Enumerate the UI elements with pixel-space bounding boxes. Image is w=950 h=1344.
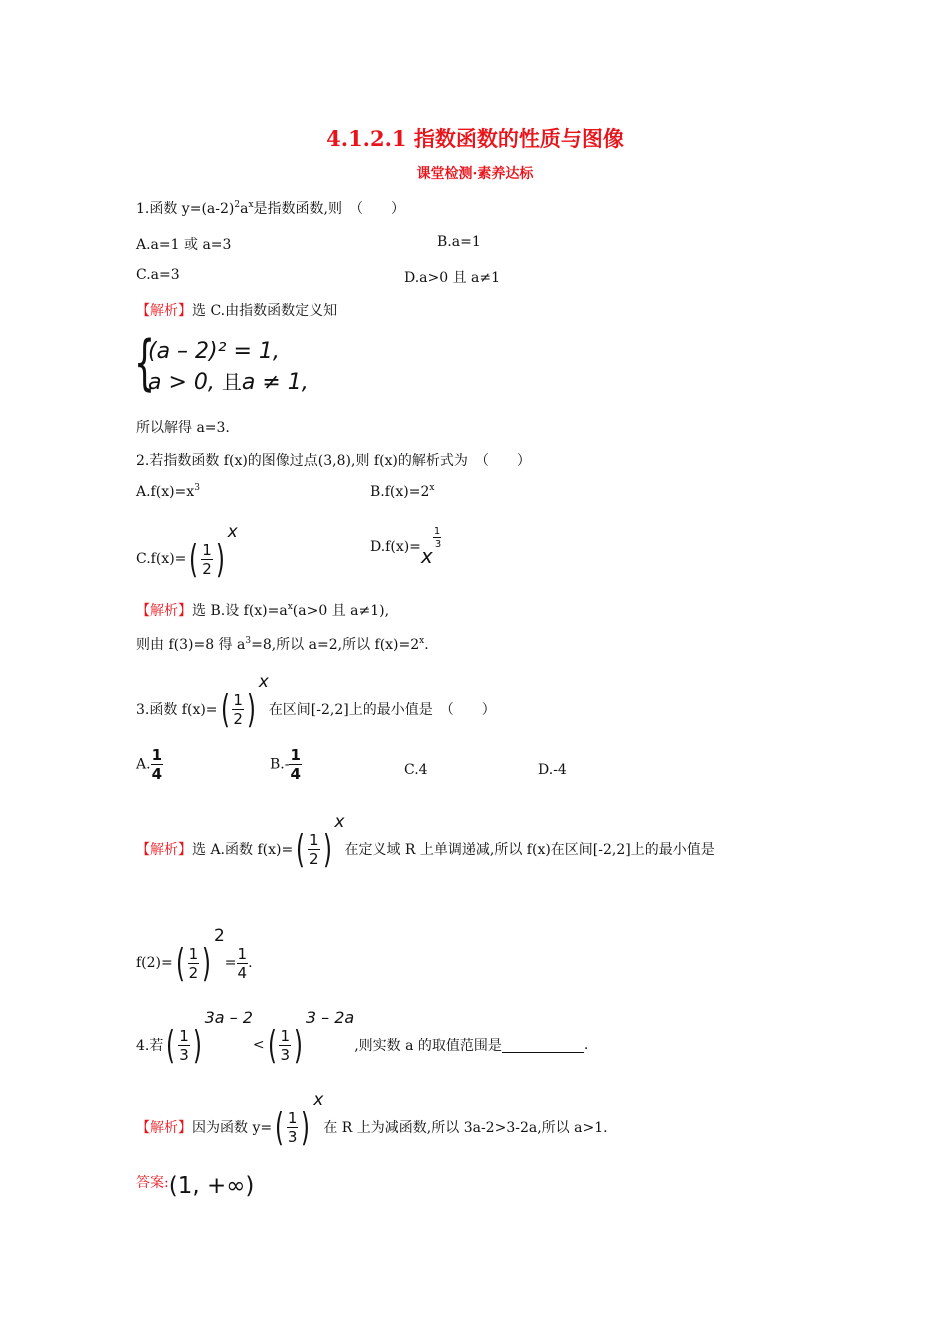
q4-explanation: 【解析】因为函数 y=( $\frac{1}{3}$ )x在 R 上为减函数,所以 3a-2>3-2a,所以 a>1. (136, 1090, 608, 1149)
q4-answer (136, 1172, 254, 1199)
fraction-one-quarter: $\frac{1}{4}$ (151, 746, 162, 783)
q1-option-c: C.a=3 (136, 267, 180, 283)
q3-option-d: D.-4 (538, 762, 567, 778)
answer-blank (502, 1038, 584, 1053)
system-line-2: a > 0, 且a ≠ 1, (148, 370, 309, 395)
q2-option-c: C.f(x)=( $\frac{1}{2}$ )x (136, 522, 238, 581)
question-4-stem: 4.若( $\frac{1}{3}$ )3a – 2<( $\frac{1}{3}$ )3 – 2a,则实数 a 的取值范围是 . (136, 1008, 589, 1067)
q3-option-b: B.- $\frac{1}{4}$ (270, 746, 301, 783)
q1-conclusion: 所以解得 a=3. (136, 420, 230, 436)
q2-explanation-1: 【解析】选 B.设 $f(x)=a^x(a>0$ 且 a≠1), (136, 602, 390, 619)
q1-option-b: B.a=1 (437, 234, 481, 250)
q3-option-a: A. $\frac{1}{4}$ (136, 746, 162, 783)
question-1-stem: 1.函数 $y=(a-2)^2a^x$是指数函数,则 （ ） (136, 200, 405, 217)
q2-option-a: $A.f(x)=x^3$ (136, 483, 200, 500)
system-brace: { (134, 328, 156, 398)
question-2-stem: 2.若指数函数 f(x)的图像过点(3,8),则 f(x)的解析式为 （ ） (136, 453, 531, 469)
answer-label: 答案: (136, 1175, 169, 1191)
answer-value: (1, +∞) (168, 1173, 255, 1199)
q2-option-b: $B.f(x)=2^x$ (370, 483, 435, 500)
q2-option-d: D.f(x)= 1 3 x (370, 526, 445, 568)
analysis-tag: 【解析】 (136, 303, 192, 319)
page-subtitle: 课堂检测·素养达标 (416, 166, 534, 182)
q2-explanation-2: 则由 f(3)=8 得 $a^3=8$,所以 a=2,所以 $f(x)=2^x$. (136, 636, 429, 653)
q1-option-a: A.a=1 或 a=3 (136, 237, 232, 253)
x-to-one-third: 1 3 x (420, 526, 442, 568)
fraction-one-half: $\frac{1}{2}$ (202, 540, 212, 578)
q1-explanation: 【解析】选 C.由指数函数定义知 (136, 303, 338, 319)
question-3-stem: 3.函数 f(x)=( $\frac{1}{2}$ )x在区间[-2,2]上的最小值是 （ ） (136, 672, 496, 731)
q1-option-d: D.a>0 且 a≠1 (404, 270, 501, 286)
q3-explanation: 【解析】选 A.函数 f(x)=( $\frac{1}{2}$ )x在定义域 R 上单调递减,所以 f(x)在区间[-2,2]上的最小值是 (136, 812, 715, 871)
page-title: 4.1.2.1 指数函数的性质与图像 (326, 126, 624, 151)
system-line-1: (a – 2)² = 1, (148, 339, 280, 364)
q3-f2-value: f(2)=( $\frac{1}{2}$ )2= $\frac{1}{4}$ . (136, 926, 253, 985)
q3-option-c: C.4 (404, 762, 428, 778)
equation-system (148, 337, 309, 398)
